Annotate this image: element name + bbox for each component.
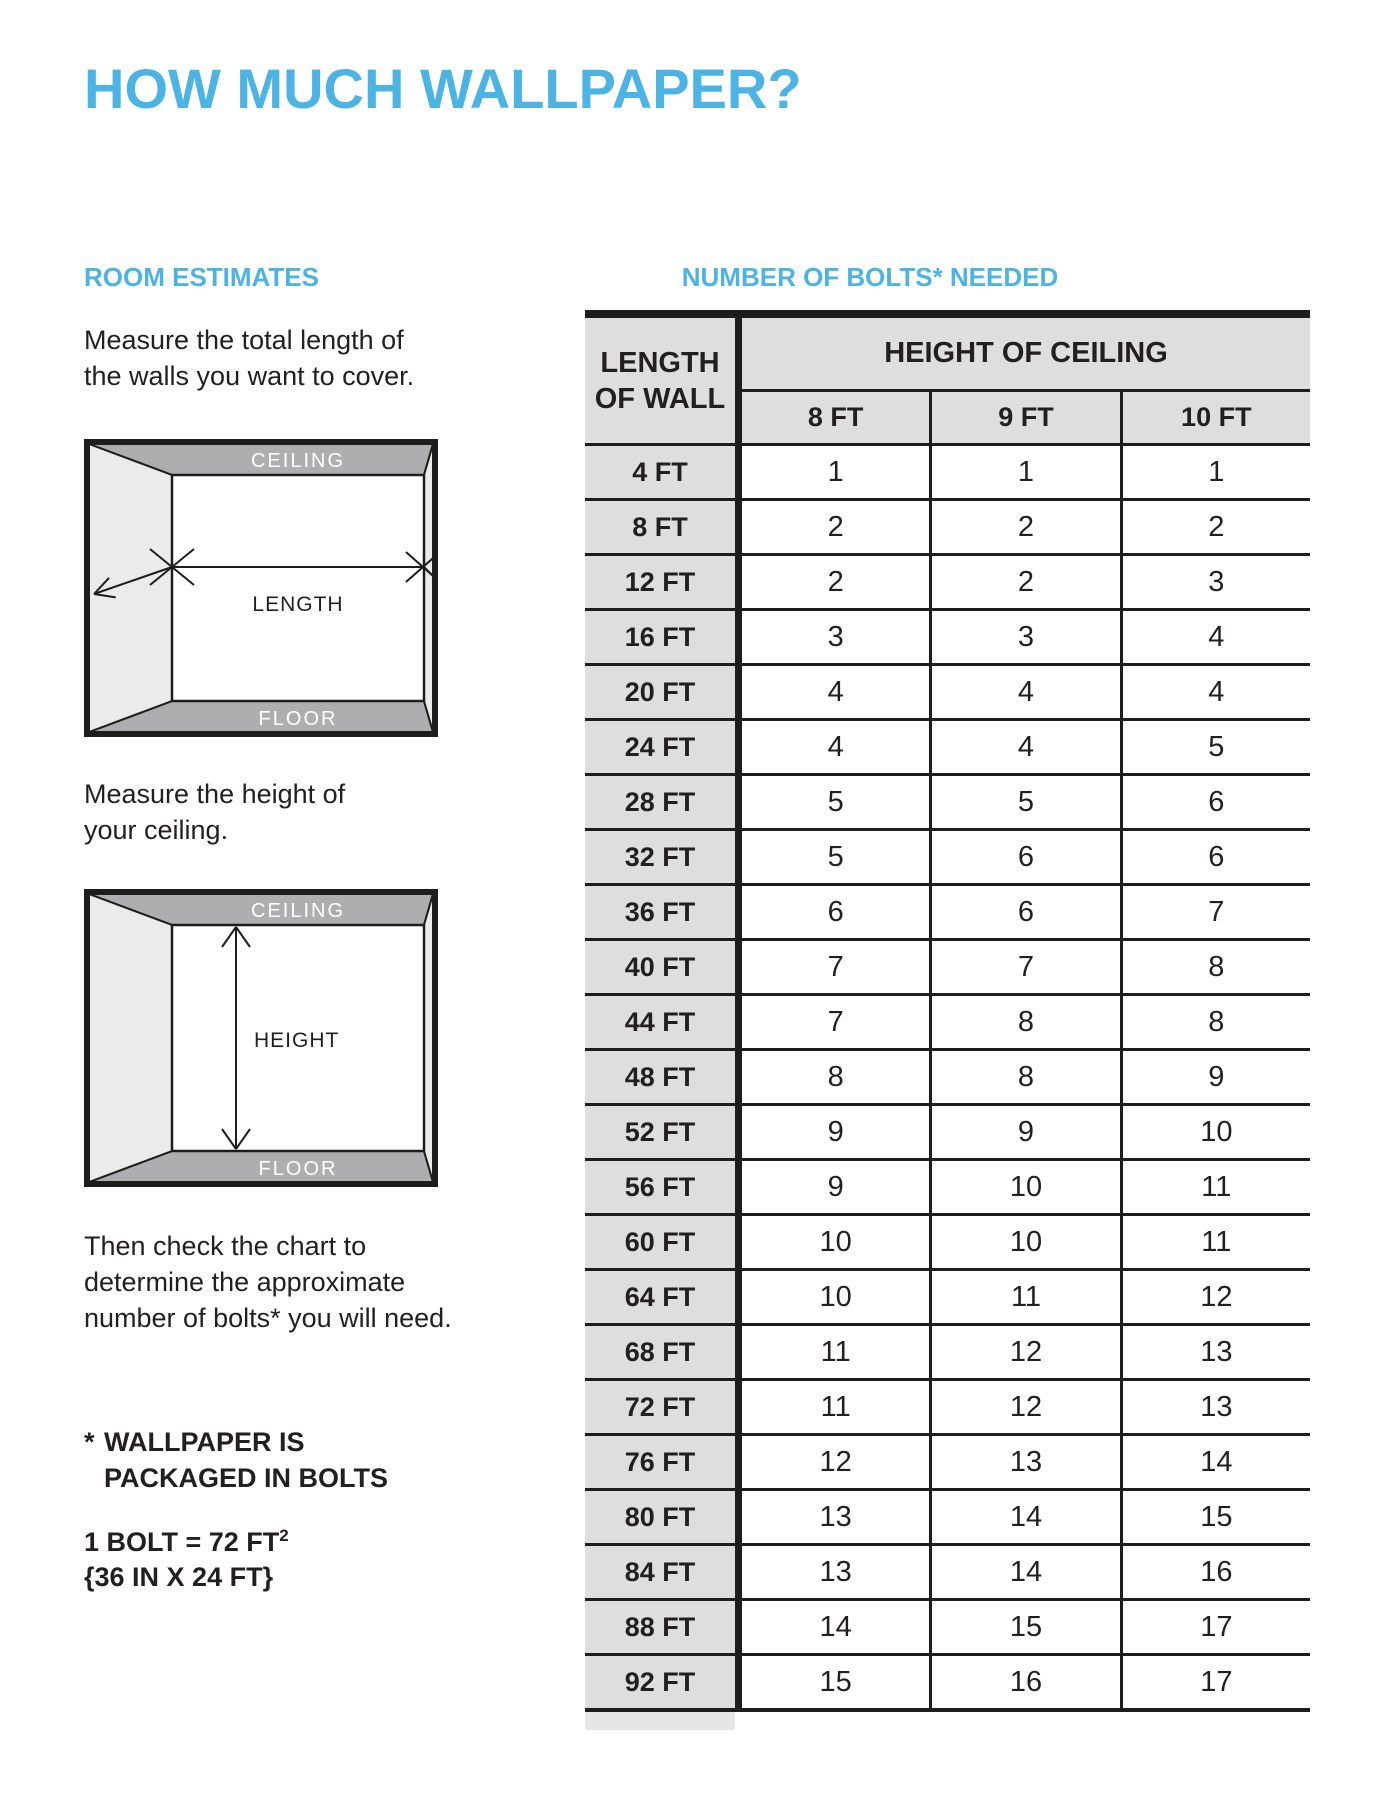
bolts-10ft-cell: 11 bbox=[1123, 1216, 1310, 1268]
bolts-10ft-cell: 8 bbox=[1123, 941, 1310, 993]
bolts-8ft-cell: 11 bbox=[742, 1326, 929, 1378]
bolts-9ft-cell: 2 bbox=[932, 556, 1119, 608]
wall-length-cell: 24 FT bbox=[585, 721, 735, 773]
column-divider bbox=[735, 721, 742, 773]
bolts-8ft-cell: 9 bbox=[742, 1161, 929, 1213]
bolts-8ft-cell: 6 bbox=[742, 886, 929, 938]
table-row bbox=[585, 556, 1310, 608]
bolts-8ft-cell: 9 bbox=[742, 1106, 929, 1158]
table-row bbox=[585, 1436, 1310, 1488]
column-divider bbox=[735, 941, 742, 993]
length-instruction bbox=[84, 322, 414, 394]
bolts-9ft-cell: 13 bbox=[932, 1436, 1119, 1488]
bolts-8ft-cell: 7 bbox=[742, 941, 929, 993]
right-wall bbox=[424, 894, 433, 1182]
table-row bbox=[585, 1271, 1310, 1323]
wall-length-cell: 36 FT bbox=[585, 886, 735, 938]
length-instruction-line1: Measure the total length of bbox=[84, 325, 404, 355]
table-row bbox=[585, 886, 1310, 938]
column-divider bbox=[735, 446, 742, 498]
column-divider bbox=[735, 1326, 742, 1378]
wall-length-cell: 28 FT bbox=[585, 776, 735, 828]
wall-length-cell: 12 FT bbox=[585, 556, 735, 608]
table-row bbox=[585, 1601, 1310, 1653]
wall-length-cell: 44 FT bbox=[585, 996, 735, 1048]
bolts-9ft-cell: 7 bbox=[932, 941, 1119, 993]
table-row bbox=[585, 611, 1310, 663]
table-row bbox=[585, 1381, 1310, 1433]
bolts-8ft-cell: 10 bbox=[742, 1271, 929, 1323]
wall-length-cell: 64 FT bbox=[585, 1271, 735, 1323]
right-wall bbox=[424, 444, 433, 732]
footnote-asterisk: * bbox=[84, 1427, 95, 1457]
column-divider bbox=[735, 1161, 742, 1213]
column-divider bbox=[735, 886, 742, 938]
table-row bbox=[585, 1161, 1310, 1213]
column-divider bbox=[735, 1546, 742, 1598]
bolts-8ft-cell: 5 bbox=[742, 776, 929, 828]
back-wall bbox=[172, 475, 424, 701]
bolts-10ft-cell: 12 bbox=[1123, 1271, 1310, 1323]
column-divider bbox=[735, 1656, 742, 1708]
column-divider bbox=[735, 1106, 742, 1158]
bolts-9ft-cell: 12 bbox=[932, 1326, 1119, 1378]
wall-length-cell: 56 FT bbox=[585, 1161, 735, 1213]
floor-label: FLOOR bbox=[258, 1158, 338, 1180]
table-row bbox=[585, 501, 1310, 553]
bolts-8ft-cell: 4 bbox=[742, 666, 929, 718]
bolts-10ft-cell: 4 bbox=[1123, 611, 1310, 663]
column-divider bbox=[735, 831, 742, 883]
table-row bbox=[585, 1216, 1310, 1268]
bolts-8ft-cell: 7 bbox=[742, 996, 929, 1048]
bolts-10ft-cell: 16 bbox=[1123, 1546, 1310, 1598]
page-title: HOW MUCH WALLPAPER? bbox=[84, 57, 802, 120]
wall-length-cell: 88 FT bbox=[585, 1601, 735, 1653]
bolts-table-heading: NUMBER OF BOLTS* NEEDED bbox=[681, 262, 1059, 292]
bolts-9ft-cell: 8 bbox=[932, 1051, 1119, 1103]
column-divider bbox=[735, 1491, 742, 1543]
chart-instruction bbox=[84, 1228, 452, 1336]
bolts-10ft-cell: 4 bbox=[1123, 666, 1310, 718]
table-row bbox=[585, 446, 1310, 498]
footnote-text bbox=[104, 1424, 388, 1496]
length-instruction-line2: the walls you want to cover. bbox=[84, 361, 415, 391]
table-row bbox=[585, 666, 1310, 718]
bolts-9ft-cell: 5 bbox=[932, 776, 1119, 828]
bolts-8ft-cell: 11 bbox=[742, 1381, 929, 1433]
table-row bbox=[585, 1326, 1310, 1378]
bolts-8ft-cell: 4 bbox=[742, 721, 929, 773]
bolts-8ft-cell: 13 bbox=[742, 1491, 929, 1543]
bolts-9ft-cell: 14 bbox=[932, 1546, 1119, 1598]
bolts-9ft-cell: 3 bbox=[932, 611, 1119, 663]
bolts-10ft-cell: 17 bbox=[1123, 1656, 1310, 1708]
bolts-9ft-cell: 6 bbox=[932, 886, 1119, 938]
column-divider bbox=[735, 666, 742, 718]
room-estimates-heading: ROOM ESTIMATES bbox=[84, 262, 319, 292]
bolts-10ft-cell: 15 bbox=[1123, 1491, 1310, 1543]
ceiling-label: CEILING bbox=[250, 450, 346, 472]
left-wall bbox=[89, 444, 172, 732]
height-instruction-line2: your ceiling. bbox=[84, 815, 229, 845]
height-instruction-line1: Measure the height of bbox=[84, 779, 346, 809]
length-of-wall-header: LENGTH OF WALL bbox=[585, 318, 735, 443]
table-row bbox=[585, 1106, 1310, 1158]
bolts-9ft-cell: 8 bbox=[932, 996, 1119, 1048]
column-divider bbox=[735, 318, 742, 443]
table-row bbox=[585, 1051, 1310, 1103]
chart-instruction-line2: determine the approximate bbox=[84, 1267, 406, 1297]
table-body bbox=[585, 443, 1310, 1708]
bolt-dimensions: {36 IN X 24 FT} bbox=[84, 1562, 274, 1592]
wall-length-cell: 48 FT bbox=[585, 1051, 735, 1103]
chart-instruction-line3: number of bolts* you will need. bbox=[84, 1303, 452, 1333]
bolts-10ft-cell: 17 bbox=[1123, 1601, 1310, 1653]
wall-length-cell: 72 FT bbox=[585, 1381, 735, 1433]
column-divider bbox=[735, 556, 742, 608]
bolts-8ft-cell: 1 bbox=[742, 446, 929, 498]
ceiling-height-subheaders bbox=[742, 392, 1310, 443]
bolts-10ft-cell: 3 bbox=[1123, 556, 1310, 608]
column-divider bbox=[735, 501, 742, 553]
bolts-10ft-cell: 6 bbox=[1123, 776, 1310, 828]
col-header-10ft: 10 FT bbox=[1181, 402, 1252, 432]
table-row bbox=[585, 1546, 1310, 1598]
bolts-10ft-cell: 2 bbox=[1123, 501, 1310, 553]
ceiling-label: CEILING bbox=[250, 900, 346, 922]
bolts-10ft-cell: 13 bbox=[1123, 1326, 1310, 1378]
column-divider bbox=[735, 996, 742, 1048]
bolts-10ft-cell: 14 bbox=[1123, 1436, 1310, 1488]
column-divider bbox=[735, 1051, 742, 1103]
bolts-footnote bbox=[84, 1424, 388, 1496]
wall-length-cell: 4 FT bbox=[585, 446, 735, 498]
height-of-ceiling-header: HEIGHT OF CEILING bbox=[742, 318, 1310, 389]
bolts-8ft-cell: 13 bbox=[742, 1546, 929, 1598]
bolts-9ft-cell: 4 bbox=[932, 721, 1119, 773]
wall-length-cell: 20 FT bbox=[585, 666, 735, 718]
bolts-9ft-cell: 11 bbox=[932, 1271, 1119, 1323]
bolts-9ft-cell: 14 bbox=[932, 1491, 1119, 1543]
bolts-10ft-cell: 8 bbox=[1123, 996, 1310, 1048]
room-height-diagram bbox=[84, 889, 438, 1187]
column-divider bbox=[735, 776, 742, 828]
wall-length-cell: 84 FT bbox=[585, 1546, 735, 1598]
table-row bbox=[585, 721, 1310, 773]
bolts-9ft-cell: 2 bbox=[932, 501, 1119, 553]
column-divider bbox=[735, 1381, 742, 1433]
column-divider bbox=[735, 611, 742, 663]
bolts-8ft-cell: 3 bbox=[742, 611, 929, 663]
wall-length-cell: 16 FT bbox=[585, 611, 735, 663]
wall-length-cell: 80 FT bbox=[585, 1491, 735, 1543]
wall-length-cell: 92 FT bbox=[585, 1656, 735, 1708]
wall-length-cell: 68 FT bbox=[585, 1326, 735, 1378]
height-instruction bbox=[84, 776, 345, 848]
bolts-8ft-cell: 15 bbox=[742, 1656, 929, 1708]
table-row bbox=[585, 776, 1310, 828]
bolts-8ft-cell: 5 bbox=[742, 831, 929, 883]
bolts-10ft-cell: 9 bbox=[1123, 1051, 1310, 1103]
column-divider bbox=[735, 1436, 742, 1488]
bolt-equation: 1 BOLT = 72 $FT^2$ bbox=[84, 1526, 289, 1557]
bolts-8ft-cell: 2 bbox=[742, 556, 929, 608]
room-length-diagram bbox=[84, 439, 438, 737]
bolts-9ft-cell: 10 bbox=[932, 1161, 1119, 1213]
bolts-9ft-cell: 1 bbox=[932, 446, 1119, 498]
wall-length-cell: 40 FT bbox=[585, 941, 735, 993]
bolts-9ft-cell: 4 bbox=[932, 666, 1119, 718]
wall-length-cell: 76 FT bbox=[585, 1436, 735, 1488]
bolts-8ft-cell: 10 bbox=[742, 1216, 929, 1268]
table-row bbox=[585, 1656, 1310, 1708]
bolts-8ft-cell: 8 bbox=[742, 1051, 929, 1103]
ceiling-height-header-group bbox=[742, 318, 1310, 443]
left-wall bbox=[89, 894, 172, 1182]
table-row bbox=[585, 1491, 1310, 1543]
bolts-10ft-cell: 7 bbox=[1123, 886, 1310, 938]
col-header-9ft: 9 FT bbox=[998, 402, 1054, 432]
bolts-8ft-cell: 14 bbox=[742, 1601, 929, 1653]
bolts-10ft-cell: 1 bbox=[1123, 446, 1310, 498]
bolts-8ft-cell: 12 bbox=[742, 1436, 929, 1488]
bolts-10ft-cell: 11 bbox=[1123, 1161, 1310, 1213]
floor-label: FLOOR bbox=[258, 708, 338, 730]
height-label: HEIGHT bbox=[254, 1029, 340, 1052]
footnote-line1: WALLPAPER IS bbox=[104, 1427, 305, 1457]
chart-instruction-line1: Then check the chart to bbox=[84, 1231, 367, 1261]
col-header-8ft: 8 FT bbox=[807, 402, 864, 432]
wall-length-cell: 60 FT bbox=[585, 1216, 735, 1268]
wall-length-cell: 8 FT bbox=[585, 501, 735, 553]
column-divider bbox=[735, 1601, 742, 1653]
column-divider bbox=[735, 1216, 742, 1268]
cropped-row-sliver bbox=[585, 1712, 735, 1730]
table-header bbox=[585, 318, 1310, 443]
bolts-9ft-cell: 16 bbox=[932, 1656, 1119, 1708]
bolts-9ft-cell: 15 bbox=[932, 1601, 1119, 1653]
bolts-10ft-cell: 5 bbox=[1123, 721, 1310, 773]
bolts-10ft-cell: 10 bbox=[1123, 1106, 1310, 1158]
column-divider bbox=[735, 1271, 742, 1323]
length-label: LENGTH bbox=[252, 593, 344, 616]
table-top-border bbox=[585, 310, 1310, 318]
bolts-table bbox=[585, 310, 1310, 1730]
bolts-9ft-cell: 6 bbox=[932, 831, 1119, 883]
table-row bbox=[585, 996, 1310, 1048]
footnote-line2: PACKAGED IN BOLTS bbox=[104, 1463, 389, 1493]
bolts-10ft-cell: 6 bbox=[1123, 831, 1310, 883]
table-row bbox=[585, 831, 1310, 883]
wall-length-cell: 32 FT bbox=[585, 831, 735, 883]
bolts-9ft-cell: 10 bbox=[932, 1216, 1119, 1268]
bolt-size-info bbox=[84, 1518, 289, 1595]
wall-length-cell: 52 FT bbox=[585, 1106, 735, 1158]
bolts-8ft-cell: 2 bbox=[742, 501, 929, 553]
bolts-9ft-cell: 12 bbox=[932, 1381, 1119, 1433]
table-row bbox=[585, 941, 1310, 993]
bolts-9ft-cell: 9 bbox=[932, 1106, 1119, 1158]
squared-superscript: 2 bbox=[279, 1526, 289, 1545]
bolts-10ft-cell: 13 bbox=[1123, 1381, 1310, 1433]
